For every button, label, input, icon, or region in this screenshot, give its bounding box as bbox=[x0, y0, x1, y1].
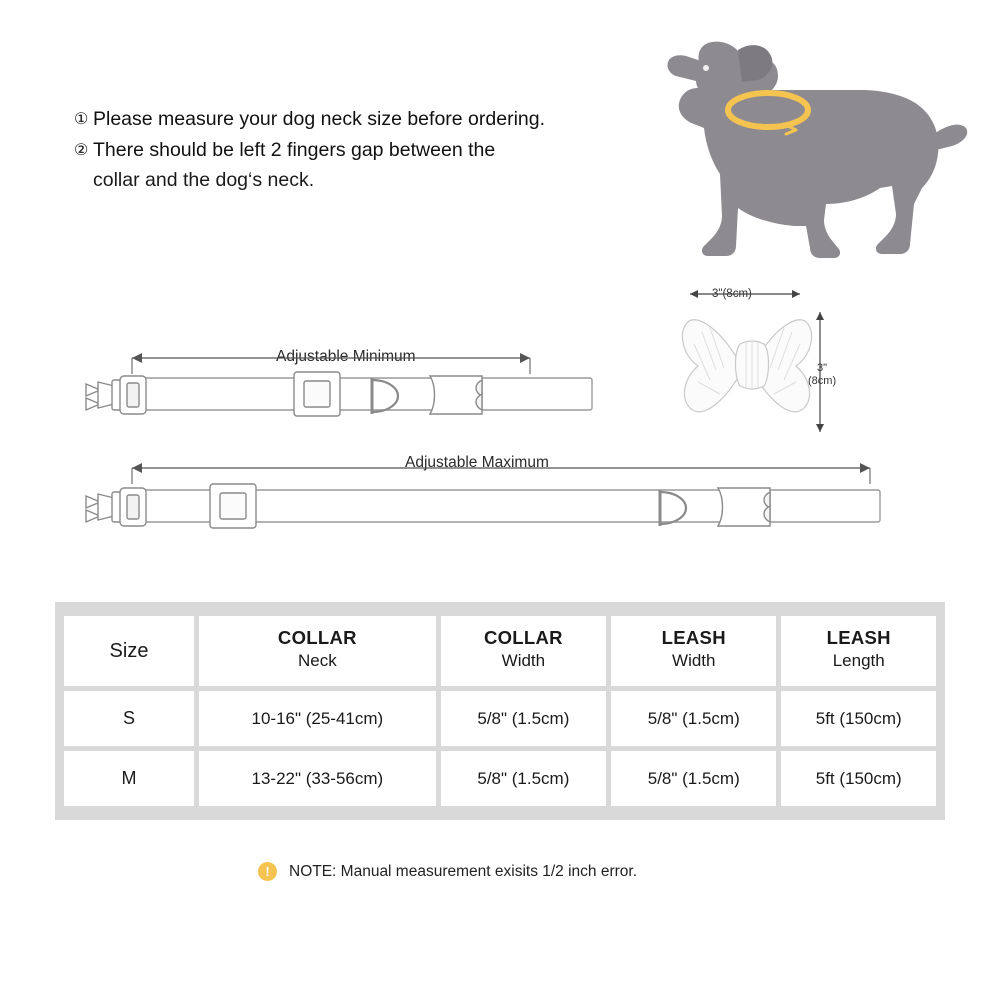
cell-leash-width: 5/8" (1.5cm) bbox=[611, 691, 776, 746]
note-text: NOTE: Manual measurement exisits 1/2 inch error. bbox=[289, 862, 638, 880]
header-leash-length-sub: Length bbox=[832, 651, 885, 670]
cell-size: S bbox=[64, 691, 194, 746]
header-collar-width-top: COLLAR bbox=[483, 627, 563, 648]
bow-height-label-cm: (8cm) bbox=[808, 375, 837, 387]
cell-leash-length: 5ft (150cm) bbox=[781, 751, 936, 806]
instruction-line-1 bbox=[74, 104, 674, 135]
bow-illustration bbox=[672, 282, 852, 447]
instruction-number-1: ① bbox=[74, 111, 89, 128]
bow-height-label-inches: 3" bbox=[817, 362, 828, 374]
collar-diagram-minimum bbox=[80, 340, 625, 450]
header-leash-length bbox=[781, 616, 936, 686]
header-collar-neck-top: COLLAR bbox=[277, 627, 357, 648]
header-size: Size bbox=[64, 616, 194, 686]
table-row bbox=[64, 751, 936, 806]
header-leash-width-sub: Width bbox=[672, 651, 716, 670]
adjustable-minimum-label: Adjustable Minimum bbox=[268, 348, 424, 366]
dog-illustration bbox=[660, 38, 970, 268]
instructions-block bbox=[74, 104, 674, 195]
cell-collar-neck: 13-22" (33-56cm) bbox=[199, 751, 436, 806]
dog-silhouette-icon bbox=[660, 38, 970, 268]
instruction-text-2-continued: collar and the dog‘s neck. bbox=[93, 169, 315, 191]
collar-minimum-icon bbox=[80, 340, 625, 450]
header-leash-width bbox=[611, 616, 776, 686]
bow-tie-icon bbox=[672, 282, 852, 447]
note-row bbox=[258, 862, 637, 881]
header-leash-width-top: LEASH bbox=[661, 627, 726, 648]
collar-diagram-maximum bbox=[80, 450, 895, 560]
table-header-row bbox=[64, 616, 936, 686]
collar-maximum-icon bbox=[80, 450, 895, 560]
cell-leash-length: 5ft (150cm) bbox=[781, 691, 936, 746]
instruction-text-2: There should be left 2 fingers gap between the bbox=[93, 139, 496, 161]
adjustable-maximum-label: Adjustable Maximum bbox=[397, 454, 557, 472]
bow-width-label: 3"(8cm) bbox=[712, 288, 752, 300]
header-collar-neck-sub: Neck bbox=[297, 651, 337, 670]
table-row bbox=[64, 691, 936, 746]
cell-collar-neck: 10-16" (25-41cm) bbox=[199, 691, 436, 746]
size-table-container bbox=[55, 602, 945, 820]
cell-collar-width: 5/8" (1.5cm) bbox=[441, 751, 606, 806]
cell-collar-width: 5/8" (1.5cm) bbox=[441, 691, 606, 746]
cell-size: M bbox=[64, 751, 194, 806]
header-collar-width bbox=[441, 616, 606, 686]
size-table bbox=[64, 611, 936, 811]
instruction-line-2 bbox=[74, 135, 674, 166]
cell-leash-width: 5/8" (1.5cm) bbox=[611, 751, 776, 806]
instruction-number-2: ② bbox=[74, 142, 89, 159]
exclamation-icon: ! bbox=[258, 862, 277, 881]
header-collar-width-sub: Width bbox=[501, 651, 546, 670]
header-leash-length-top: LEASH bbox=[826, 627, 891, 648]
header-collar-neck bbox=[199, 616, 436, 686]
instruction-text-1: Please measure your dog neck size before ordering. bbox=[93, 108, 546, 130]
